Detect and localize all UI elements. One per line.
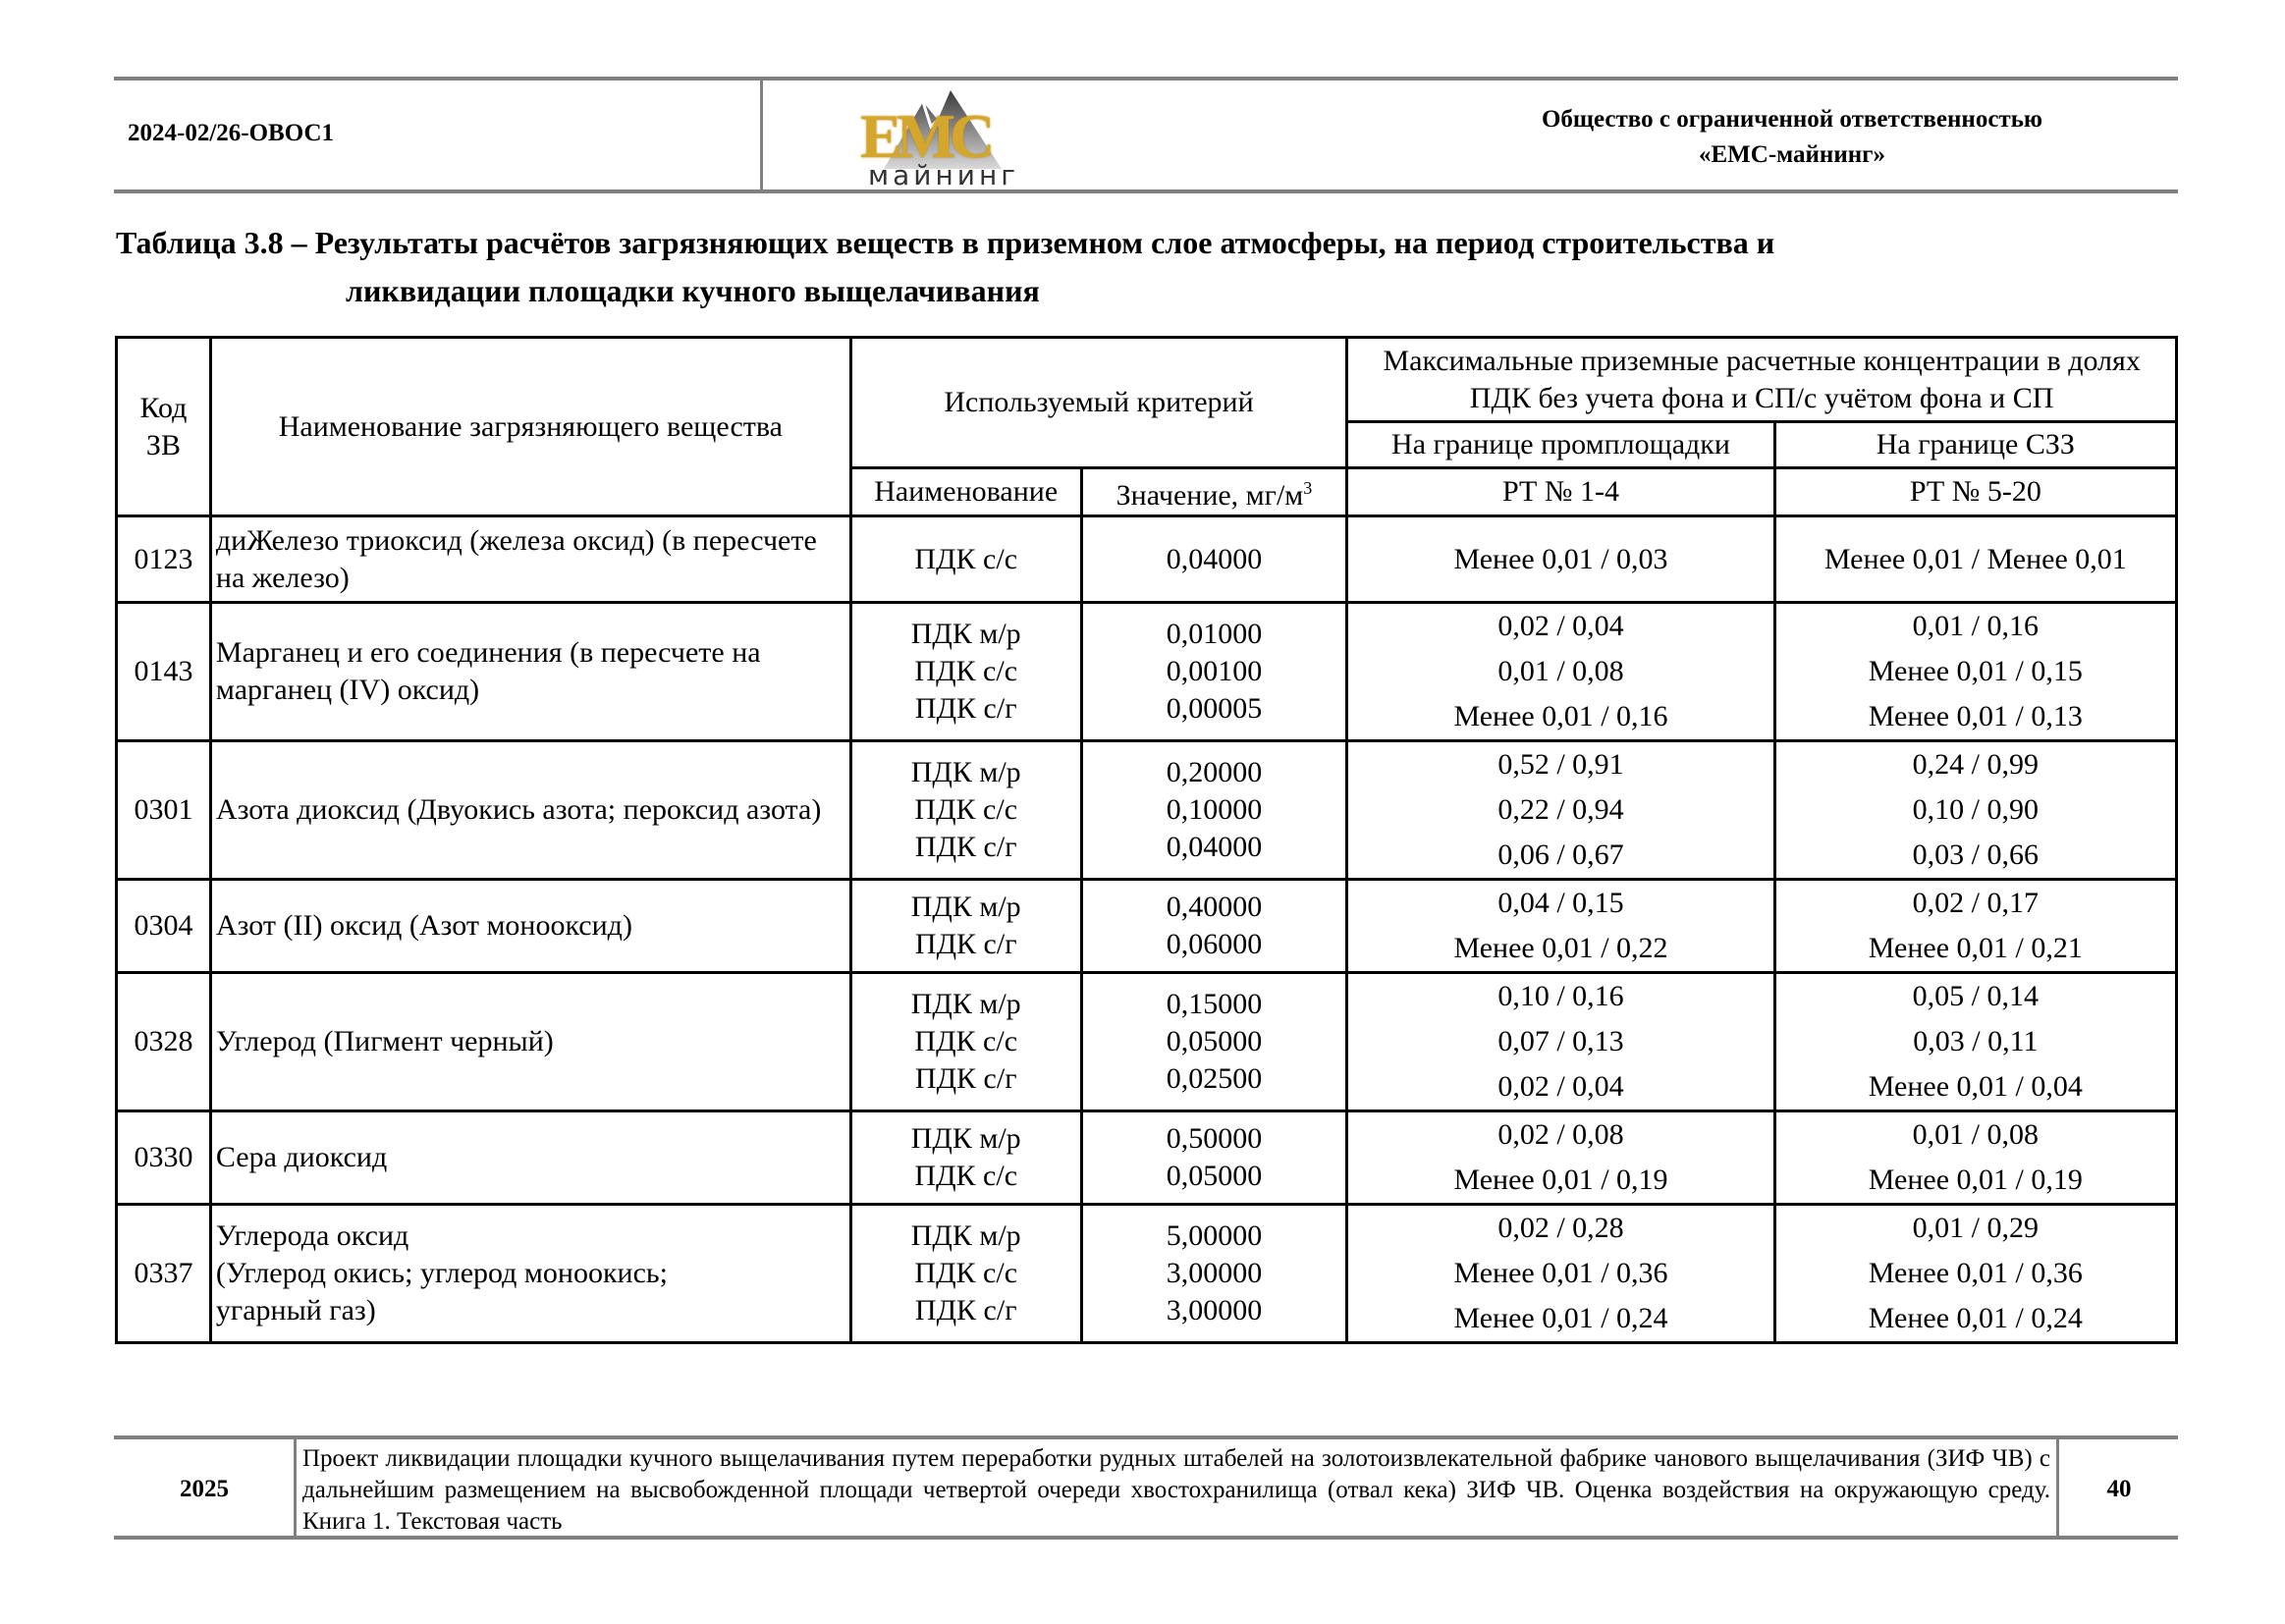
criterion: ПДК м/р — [910, 756, 1021, 788]
criterion-value: 0,04000 — [1166, 542, 1263, 575]
conc-szz: 0,03 / 0,11 — [1913, 1025, 2039, 1057]
logo-subtitle: майнинг — [868, 159, 1019, 191]
header-criterion-name: Наименование — [850, 468, 1081, 516]
row-substance: Азот (II) оксид (Азот монооксид) — [210, 880, 850, 973]
row-criteria — [850, 603, 1081, 741]
conc-site: 0,10 / 0,16 — [1497, 980, 1624, 1012]
table-row — [117, 1205, 2177, 1343]
page-number: 40 — [2106, 1475, 2132, 1502]
row-szz — [1774, 973, 2176, 1111]
conc-szz: 0,01 / 0,16 — [1912, 610, 2040, 642]
conc-site: 0,52 / 0,91 — [1497, 748, 1624, 781]
conc-szz: 0,01 / 0,29 — [1912, 1212, 2040, 1244]
row-code: 0337 — [117, 1205, 211, 1343]
substance-line: Углерода оксид — [215, 1219, 409, 1252]
row-substance: Сера диоксид — [210, 1111, 850, 1205]
footer-year: 2025 — [180, 1475, 229, 1502]
row-code: 0304 — [117, 880, 211, 973]
row-szz — [1774, 516, 2176, 603]
criterion: ПДК с/г — [914, 1062, 1017, 1095]
row-code: 0143 — [117, 603, 211, 741]
conc-site: Менее 0,01 / 0,36 — [1453, 1257, 1668, 1289]
header-divider — [760, 79, 763, 190]
header-row-1 — [117, 338, 2177, 422]
conc-szz: 0,24 / 0,99 — [1912, 748, 2040, 781]
table-row — [117, 1111, 2177, 1205]
table-title-line-1: Таблица 3.8 – Результаты расчётов загрязняющих веществ в приземном слое атмосферы, на период строительства и — [116, 225, 1775, 260]
criterion-value: 0,00005 — [1166, 692, 1263, 725]
company-logo — [854, 82, 1031, 189]
conc-szz: Менее 0,01 / 0,36 — [1868, 1257, 2083, 1289]
header-substance: Наименование загрязняющего вещества — [210, 338, 850, 516]
conc-szz: Менее 0,01 / 0,15 — [1868, 655, 2083, 687]
conc-szz: 0,01 / 0,08 — [1912, 1118, 2040, 1151]
conc-szz: 0,10 / 0,90 — [1912, 793, 2040, 826]
footer-top-rule — [114, 1435, 2178, 1439]
conc-site: Менее 0,01 / 0,19 — [1453, 1164, 1668, 1196]
criterion: ПДК с/г — [914, 1294, 1017, 1326]
row-values — [1081, 1111, 1347, 1205]
row-criteria — [850, 973, 1081, 1111]
header-rt-szz: РТ № 5-20 — [1774, 468, 2176, 516]
criterion: ПДК м/р — [910, 1219, 1021, 1252]
criterion-value: 0,05000 — [1166, 1160, 1263, 1192]
conc-site: 0,06 / 0,67 — [1497, 839, 1624, 871]
row-criteria — [850, 741, 1081, 880]
conc-site: 0,02 / 0,04 — [1497, 1070, 1624, 1103]
company-line-2: «ЕМС-майнинг» — [1699, 141, 1885, 168]
row-site — [1347, 880, 1774, 973]
criterion-value: 0,20000 — [1166, 756, 1263, 788]
header-top-rule — [114, 77, 2178, 81]
criterion: ПДК с/г — [914, 831, 1017, 863]
row-site — [1347, 603, 1774, 741]
conc-site: Менее 0,01 / 0,24 — [1453, 1302, 1668, 1334]
row-values — [1081, 516, 1347, 603]
conc-szz: Менее 0,01 / 0,24 — [1868, 1302, 2083, 1334]
row-substance: диЖелезо триоксид (железа оксид) (в пересчете на железо) — [210, 516, 850, 603]
row-values — [1081, 603, 1347, 741]
row-szz — [1774, 603, 2176, 741]
row-substance: Марганец и его соединения (в пересчете на марганец (IV) оксид) — [210, 603, 850, 741]
criterion: ПДК с/г — [914, 928, 1017, 960]
criterion: ПДК с/с — [914, 1025, 1018, 1057]
criterion-value: 0,50000 — [1166, 1122, 1263, 1155]
criterion-value: 0,40000 — [1166, 891, 1263, 923]
conc-site: 0,02 / 0,08 — [1497, 1118, 1624, 1151]
header-boundary-site: На границе промплощадки — [1347, 422, 1774, 468]
header-criterion-value — [1081, 468, 1347, 516]
header-bottom-rule — [114, 189, 2178, 193]
criterion: ПДК м/р — [910, 988, 1021, 1020]
conc-szz: Менее 0,01 / 0,19 — [1868, 1164, 2083, 1196]
table-title-line-2: ликвидации площадки кучного выщелачивания — [346, 273, 1040, 308]
criterion-value: 0,02500 — [1166, 1062, 1263, 1095]
row-site — [1347, 516, 1774, 603]
conc-szz: 0,05 / 0,14 — [1912, 980, 2040, 1012]
conc-site: 0,02 / 0,28 — [1497, 1212, 1624, 1244]
criterion-value: 3,00000 — [1166, 1257, 1263, 1289]
criterion: ПДК с/г — [914, 692, 1017, 725]
conc-szz: 0,03 / 0,66 — [1912, 839, 2040, 871]
conc-szz: Менее 0,01 / 0,13 — [1868, 700, 2083, 732]
header-max-concentration: Максимальные приземные расчетные концентрации в долях ПДК без учета фона и СП/с учётом фона и СП — [1347, 338, 2177, 422]
criterion-value: 0,05000 — [1166, 1025, 1263, 1057]
document-code: 2024-02/26-ОВОС1 — [128, 120, 335, 146]
table-row — [117, 741, 2177, 880]
conc-szz: Менее 0,01 / 0,21 — [1868, 932, 2083, 964]
conc-site: Менее 0,01 / 0,03 — [1453, 542, 1668, 575]
header-rt-site: РТ № 1-4 — [1347, 468, 1774, 516]
header-criterion: Используемый критерий — [850, 338, 1347, 468]
substance-line: угарный газ) — [215, 1294, 376, 1326]
row-substance: Углерод (Пигмент черный) — [210, 973, 850, 1111]
row-values — [1081, 741, 1347, 880]
row-values — [1081, 973, 1347, 1111]
table-row — [117, 973, 2177, 1111]
substance-line: (Углерод окись; углерод моноокись; — [215, 1257, 668, 1289]
criterion: ПДК с/с — [914, 542, 1018, 575]
header-code — [117, 338, 211, 516]
conc-site: 0,02 / 0,04 — [1497, 610, 1624, 642]
conc-site: 0,04 / 0,15 — [1497, 887, 1624, 919]
criterion: ПДК с/с — [914, 655, 1018, 687]
company-name — [1277, 102, 2285, 173]
conc-site: 0,01 / 0,08 — [1497, 655, 1624, 687]
row-site — [1347, 1205, 1774, 1343]
criterion-value: 3,00000 — [1166, 1294, 1263, 1326]
criterion-value: 0,15000 — [1166, 988, 1263, 1020]
row-criteria — [850, 1111, 1081, 1205]
row-substance: Азота диоксид (Двуокись азота; пероксид азота) — [210, 741, 850, 880]
unit-superscript: 3 — [1303, 478, 1313, 498]
criterion-value: 0,04000 — [1166, 831, 1263, 863]
row-site — [1347, 741, 1774, 880]
table-row — [117, 603, 2177, 741]
row-criteria — [850, 516, 1081, 603]
logo-mark: ЕМС — [860, 101, 990, 171]
conc-site: Менее 0,01 / 0,16 — [1453, 700, 1668, 732]
row-criteria — [850, 1205, 1081, 1343]
criterion-value: 0,06000 — [1166, 928, 1263, 960]
row-values — [1081, 880, 1347, 973]
row-values — [1081, 1205, 1347, 1343]
row-criteria — [850, 880, 1081, 973]
criterion: ПДК м/р — [910, 618, 1021, 650]
criterion-value: 0,10000 — [1166, 793, 1263, 826]
pollutants-table — [115, 336, 2178, 1344]
criterion-value: 5,00000 — [1166, 1219, 1263, 1252]
conc-szz: Менее 0,01 / Менее 0,01 — [1823, 542, 2127, 575]
conc-site: 0,07 / 0,13 — [1497, 1025, 1624, 1057]
row-code: 0301 — [117, 741, 211, 880]
criterion-value: 0,00100 — [1166, 655, 1263, 687]
criterion: ПДК м/р — [910, 891, 1021, 923]
footer-divider-right — [2056, 1438, 2059, 1537]
company-line-1: Общество с ограниченной ответственностью — [1541, 106, 2043, 133]
row-szz — [1774, 1111, 2176, 1205]
table-row — [117, 516, 2177, 603]
criterion: ПДК м/р — [910, 1122, 1021, 1155]
conc-site: Менее 0,01 / 0,22 — [1453, 932, 1668, 964]
row-szz — [1774, 741, 2176, 880]
row-code: 0123 — [117, 516, 211, 603]
row-substance — [210, 1205, 850, 1343]
criterion: ПДК с/с — [914, 1257, 1018, 1289]
row-code: 0330 — [117, 1111, 211, 1205]
table-row — [117, 880, 2177, 973]
criterion: ПДК с/с — [914, 1160, 1018, 1192]
conc-szz: Менее 0,01 / 0,04 — [1868, 1070, 2083, 1103]
row-site — [1347, 1111, 1774, 1205]
row-code: 0328 — [117, 973, 211, 1111]
row-site — [1347, 973, 1774, 1111]
conc-site: 0,22 / 0,94 — [1497, 793, 1624, 826]
row-szz — [1774, 1205, 2176, 1343]
header-code-label: Код ЗВ — [139, 391, 188, 461]
conc-szz: 0,02 / 0,17 — [1912, 887, 2040, 919]
criterion-value: 0,01000 — [1166, 618, 1263, 650]
header-boundary-szz: На границе СЗЗ — [1774, 422, 2176, 468]
criterion-value-label: Значение, мг/м — [1115, 479, 1304, 512]
criterion: ПДК с/с — [914, 793, 1018, 826]
row-szz — [1774, 880, 2176, 973]
footer-project-title: Проект ликвидации площадки кучного выщелачивания путем переработки рудных штабелей на золотоизвлекательной фабрике чанового выщелачивания (ЗИФ ЧВ) с дальнейшим размещением на высвобожденной площади четвертой очереди хвостохранилища (отвал кека) ЗИФ ЧВ. Оценка воздействия на окружающую среду. Книга 1. Текстовая часть — [302, 1445, 2050, 1535]
